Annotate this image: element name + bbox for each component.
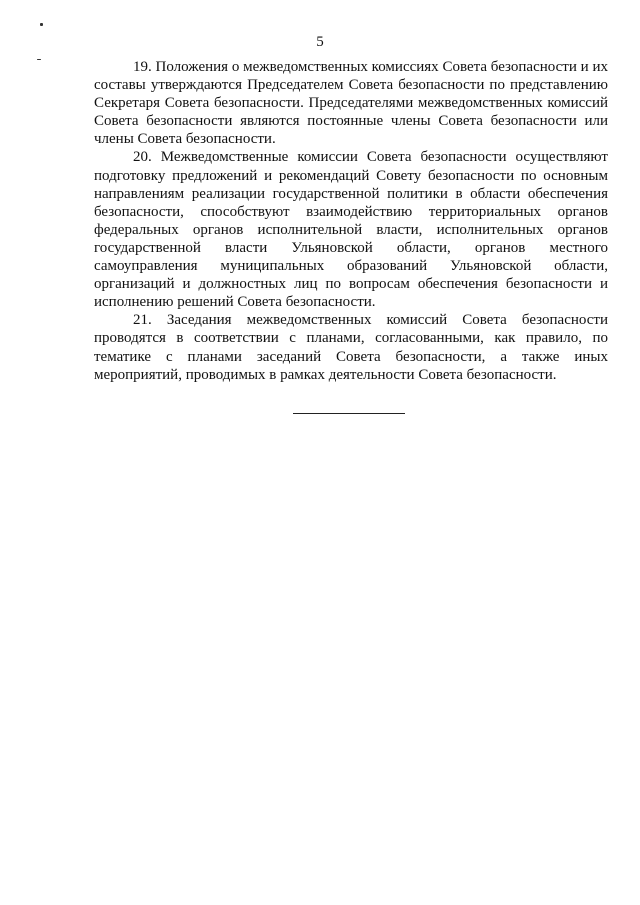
end-divider xyxy=(293,413,405,414)
page-number: 5 xyxy=(316,34,324,50)
document-body xyxy=(94,58,608,384)
scan-speck xyxy=(37,59,41,60)
paragraph-20: 20. Межведомственные комиссии Совета безопасности осуществляют подготовку предложений и рекомендаций Совету безопасности по основным направлениям реализации государственной политики в области обеспечения безопасности, способствуют взаимодействию территориальных органов федеральных органов исполнительной власти, исполнительных органов государственной власти Ульяновской области, органов местного самоуправления муниципальных образований Ульяновской области, организаций и должностных лиц по вопросам обеспечения безопасности и исполнению решений Совета безопасности. xyxy=(94,149,608,311)
paragraph-19: 19. Положения о межведомственных комиссиях Совета безопасности и их составы утверждаются Председателем Совета безопасности по представлению Секретаря Совета безопасности. Председателями межведомственных комиссий Совета безопасности являются постоянные члены Совета безопасности или члены Совета безопасности. xyxy=(94,59,608,148)
scan-speck xyxy=(40,23,43,26)
paragraph-21: 21. Заседания межведомственных комиссий Совета безопасности проводятся в соответствии с планами, согласованными, как правило, по тематике с планами заседаний Совета безопасности, а также иных мероприятий, проводимых в рамках деятельности Совета безопасности. xyxy=(94,312,608,383)
